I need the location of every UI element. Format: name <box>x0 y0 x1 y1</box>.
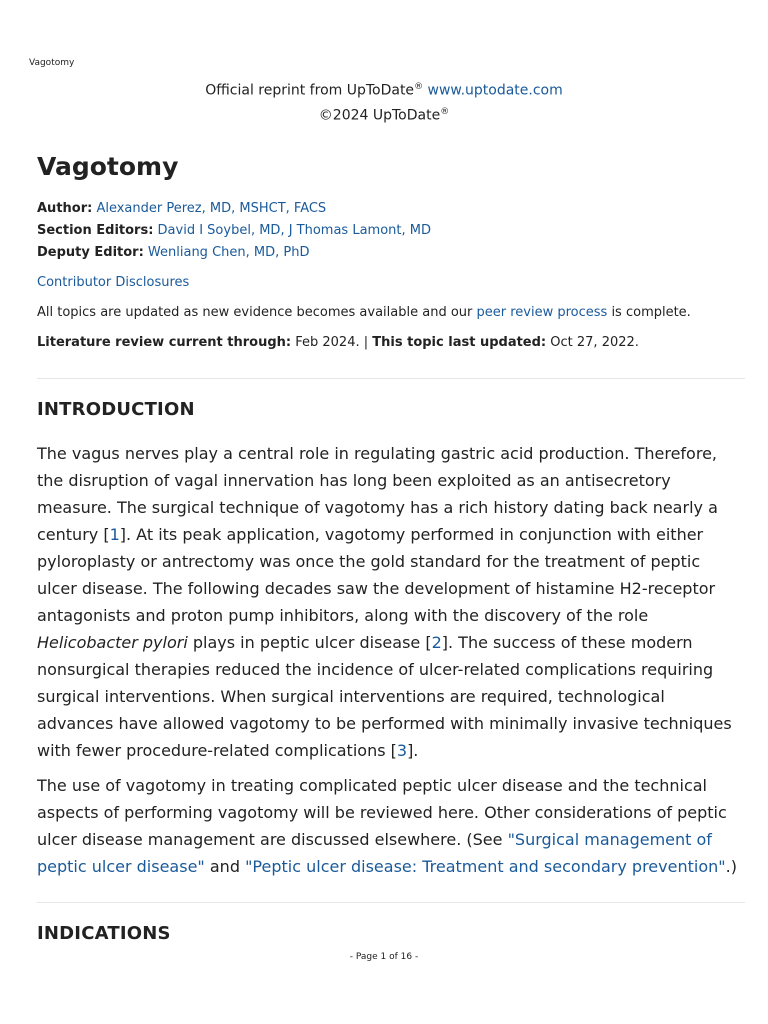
section-editors-row <box>37 220 745 242</box>
contributor-disclosures-link[interactable]: Contributor Disclosures <box>37 275 190 290</box>
introduction-paragraph-2 <box>37 772 745 880</box>
peptic-ulcer-treatment-link[interactable]: "Peptic ulcer disease: Treatment and secondary prevention" <box>245 857 726 876</box>
reference-link-1[interactable]: 1 <box>109 525 120 544</box>
intro-p2-text-end: .) <box>725 857 737 876</box>
deputy-editor-label: Deputy Editor: <box>37 245 144 260</box>
author-label: Author: <box>37 201 93 216</box>
introduction-heading: INTRODUCTION <box>37 399 195 420</box>
reference-link-3[interactable]: 3 <box>396 741 408 760</box>
indications-heading: INDICATIONS <box>37 923 171 944</box>
registered-mark: ® <box>414 82 424 92</box>
last-updated-value: Oct 27, 2022. <box>546 335 639 350</box>
update-policy-suffix: is complete. <box>607 305 691 320</box>
uptodate-site-link[interactable]: www.uptodate.com <box>427 82 563 99</box>
intro-p2-text-mid: and <box>204 857 246 876</box>
section-divider <box>37 378 745 379</box>
indications-section <box>37 923 745 944</box>
last-updated-label: This topic last updated: <box>372 335 547 350</box>
peer-review-process-link[interactable]: peer review process <box>476 305 608 320</box>
deputy-editor-row <box>37 242 745 264</box>
intro-p2-text-a: The use of vagotomy in treating complicated peptic ulcer disease and the technical aspects of performing vagotomy will be reviewed here. Other considerations of peptic ulcer disease management are discussed elsewhere. (See <box>37 776 727 849</box>
author-row <box>37 198 745 220</box>
section-editors-label: Section Editors: <box>37 223 154 238</box>
section-editor-link-2[interactable]: J Thomas Lamont, MD <box>288 223 431 238</box>
reprint-prefix: Official reprint from UpToDate <box>205 82 415 99</box>
intro-p1-text-a: The vagus nerves play a central role in regulating gastric acid production. Therefore, the disruption of vagal innervation has long been exploited as an antisecretory measure. The surgical technique of vagotomy has a rich history dating back nearly a century [ <box>37 444 718 544</box>
section-divider-2 <box>37 902 745 903</box>
literature-review-line <box>37 332 745 354</box>
reference-link-2[interactable]: 2 <box>431 633 442 652</box>
intro-p1-italic: Helicobacter pylori <box>37 633 188 652</box>
lit-review-value: Feb 2024. | <box>291 335 373 350</box>
registered-mark-2: ® <box>440 106 450 117</box>
reprint-line-1 <box>0 77 768 102</box>
introduction-section <box>37 399 745 880</box>
intro-p1-text-c: plays in peptic ulcer disease [ <box>187 633 432 652</box>
intro-p1-text-e: ]. <box>407 741 419 760</box>
intro-p1-text-d: ]. The success of these modern nonsurgical therapies reduced the incidence of ulcer-related complications requiring surgical interventions. When surgical interventions are required, technological advances have allowed vagotomy to be performed with minimally invasive techniques with fewer procedure-related complications [ <box>37 633 732 760</box>
page-footer: - Page 1 of 16 - <box>349 952 419 962</box>
copyright-text: ©2024 UpToDate <box>318 107 441 124</box>
author-link[interactable]: Alexander Perez, MD, MSHCT, FACS <box>96 201 327 216</box>
update-policy-text <box>37 302 745 324</box>
disclosures-row <box>37 272 745 294</box>
reprint-notice <box>0 77 768 126</box>
lit-review-label: Literature review current through: <box>37 335 292 350</box>
intro-p1-text-b: ]. At its peak application, vagotomy performed in conjunction with either pyloroplasty or antrectomy was once the gold standard for the treatment of peptic ulcer disease. The following decades saw the development of histamine H2-receptor antagonists and proton pump inhibitors, along with the discovery of the role <box>37 525 716 625</box>
reprint-line-2 <box>0 102 768 127</box>
running-header: Vagotomy <box>29 58 75 68</box>
surgical-management-link[interactable]: "Surgical management of peptic ulcer disease" <box>37 830 712 876</box>
deputy-editor-link[interactable]: Wenliang Chen, MD, PhD <box>147 245 310 260</box>
article-title: Vagotomy <box>37 152 179 181</box>
update-policy-prefix: All topics are updated as new evidence becomes available and our <box>37 305 477 320</box>
article-content <box>37 150 745 944</box>
section-editor-link-1[interactable]: David I Soybel, MD <box>157 223 281 238</box>
article-credits <box>37 198 745 264</box>
introduction-paragraph-1 <box>37 440 745 764</box>
section-editor-separator: , <box>280 223 289 238</box>
